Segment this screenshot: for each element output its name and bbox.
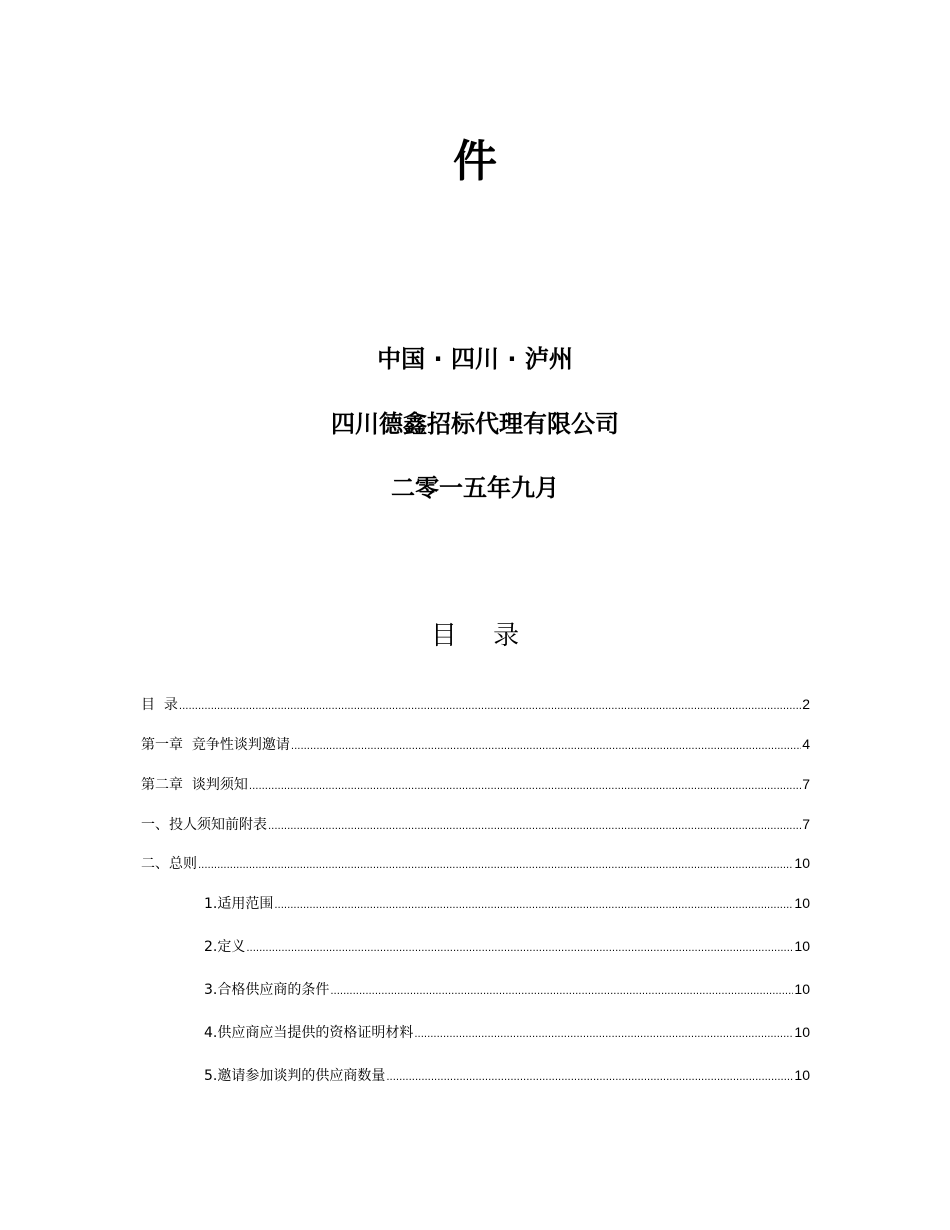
toc-entry-page: 10 — [794, 981, 810, 997]
cover-company: 四川德鑫招标代理有限公司 — [331, 410, 619, 438]
toc-entry-label: 1.适用范围 — [204, 896, 274, 912]
toc-leader — [249, 777, 801, 797]
toc-entry-page: 10 — [794, 938, 810, 954]
toc-entry[interactable] — [141, 734, 810, 757]
toc-leader — [274, 896, 793, 916]
toc-entry-page: 7 — [802, 816, 810, 832]
toc-entry[interactable] — [204, 936, 810, 959]
toc-leader — [414, 1025, 793, 1045]
toc-entry-page: 10 — [794, 895, 810, 911]
toc-entry-page: 10 — [794, 1024, 810, 1040]
toc-entry-page: 2 — [802, 696, 810, 712]
toc-leader — [198, 856, 793, 876]
toc-entry[interactable] — [141, 814, 810, 837]
toc-leader — [268, 817, 801, 837]
toc-entry-page: 7 — [802, 776, 810, 792]
toc-entry[interactable] — [204, 1022, 810, 1045]
toc-entry[interactable] — [204, 979, 810, 1002]
toc-leader — [386, 1068, 793, 1088]
toc-entry[interactable] — [141, 694, 810, 717]
toc-leader — [291, 737, 801, 757]
toc-title: 目 录 — [430, 621, 534, 651]
toc-entry-page: 10 — [794, 1067, 810, 1083]
toc-leader — [179, 697, 801, 717]
toc-entry-label: 5.邀请参加谈判的供应商数量 — [204, 1068, 386, 1084]
toc-entry-label: 3.合格供应商的条件 — [204, 982, 330, 998]
toc-entry[interactable] — [204, 1065, 810, 1088]
toc-entry-label: 4.供应商应当提供的资格证明材料 — [204, 1025, 414, 1041]
cover-location: 中国 · 四川 · 泸州 — [377, 345, 573, 373]
toc-entry-label: 二、总则 — [141, 856, 197, 872]
cover-title-fragment: 件 — [453, 136, 497, 187]
toc-entry-label: 2.定义 — [204, 939, 246, 955]
toc-entry-label: 一、投人须知前附表 — [141, 817, 267, 833]
toc-entry-page: 10 — [794, 855, 810, 871]
toc-entry[interactable] — [204, 893, 810, 916]
toc-leader — [246, 939, 793, 959]
toc-entry[interactable] — [141, 853, 810, 876]
toc-leader — [330, 982, 793, 1002]
toc-entry-label: 第一章 竞争性谈判邀请 — [141, 737, 290, 753]
toc-entry-page: 4 — [802, 736, 810, 752]
toc-entry-label: 第二章 谈判须知 — [141, 777, 248, 793]
toc-entry-label: 目 录 — [141, 697, 178, 713]
toc-entry[interactable] — [141, 774, 810, 797]
cover-date: 二零一五年九月 — [391, 474, 559, 502]
